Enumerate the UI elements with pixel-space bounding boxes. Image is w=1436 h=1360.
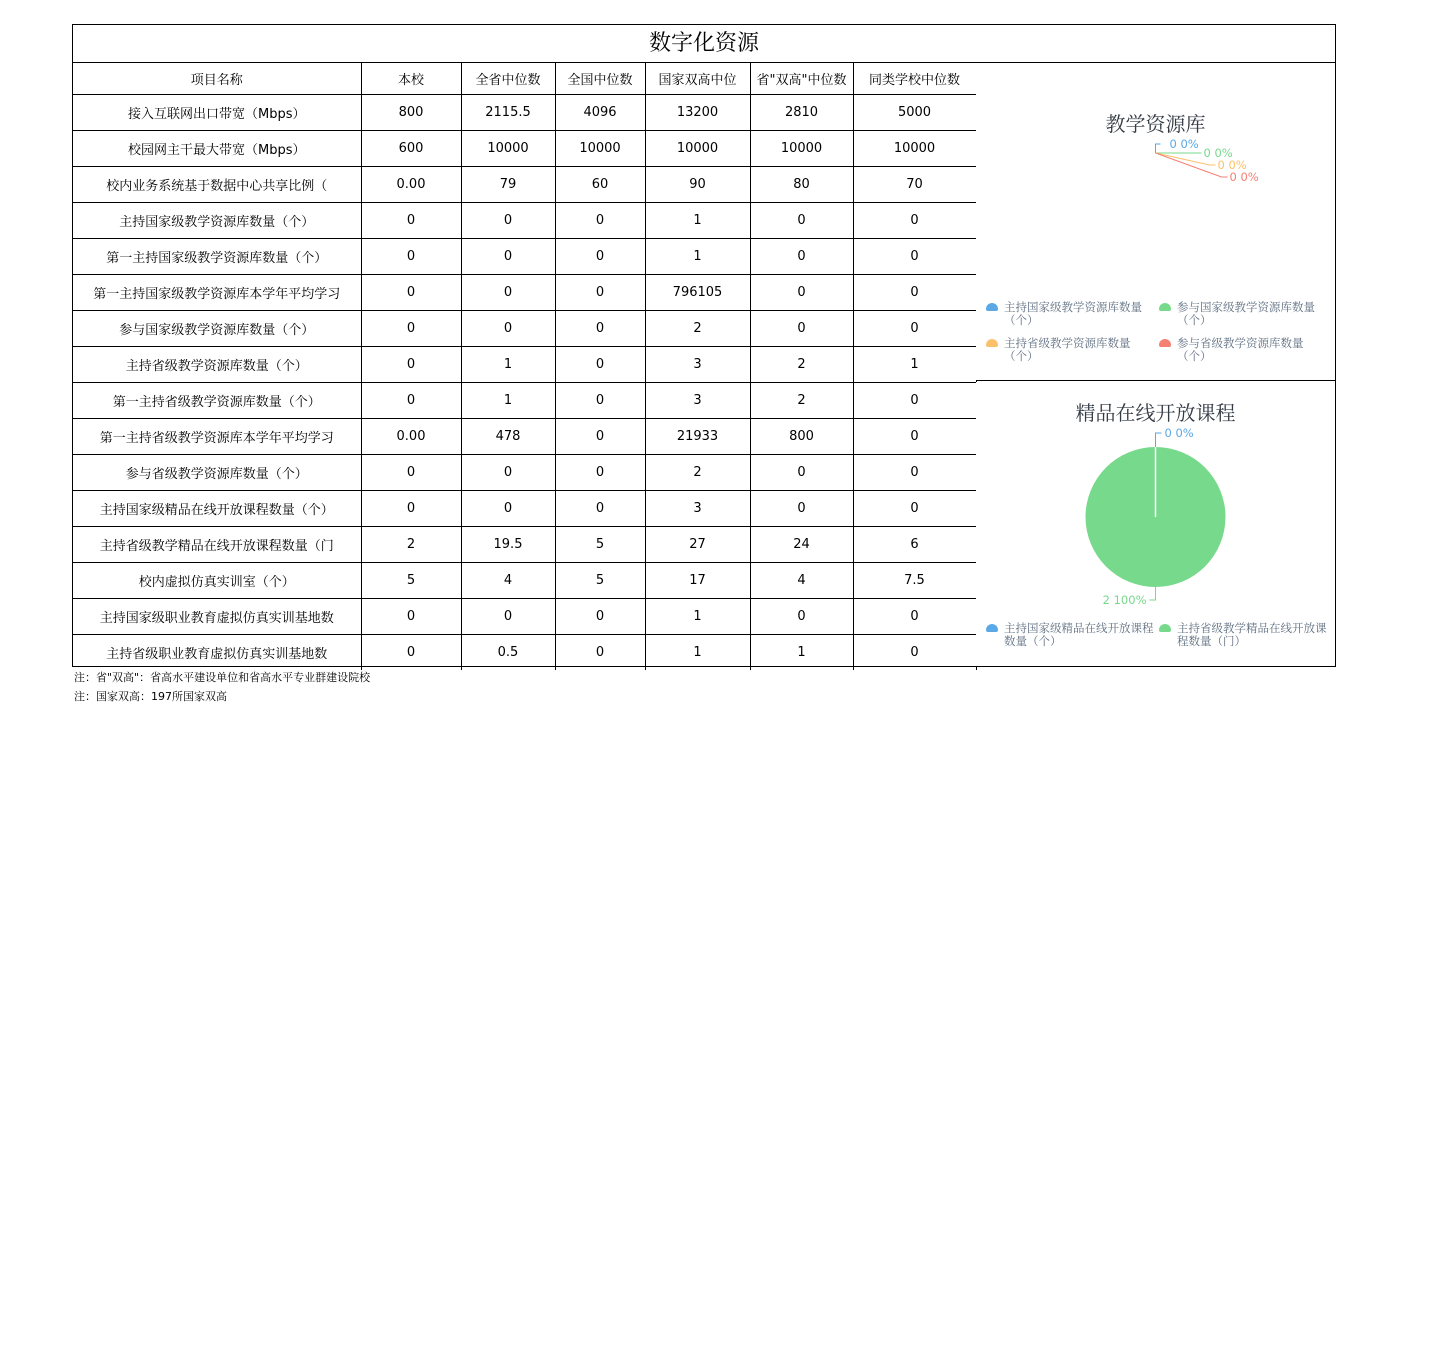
legend-marker [986,339,998,347]
table-cell: 0 [853,598,976,634]
table-cell: 4 [750,562,853,598]
table-row [73,274,977,310]
column-header: 本校 [361,63,461,94]
row-label: 参与省级教学资源库数量（个） [73,454,361,490]
slice-label: 0 0% [1203,146,1233,160]
table-cell: 0.5 [461,634,555,670]
table-cell: 0 [555,310,645,346]
column-header: 项目名称 [73,63,361,94]
legend-marker [986,303,998,311]
row-label: 主持国家级教学资源库数量（个） [73,202,361,238]
footnotes [74,668,370,706]
table-cell: 0.00 [361,418,461,454]
table-cell: 5 [555,562,645,598]
table-cell: 0 [461,310,555,346]
table-cell: 24 [750,526,853,562]
table-cell: 0 [461,454,555,490]
table-cell: 0 [853,238,976,274]
table-cell: 80 [750,166,853,202]
table-cell: 0 [853,274,976,310]
table-cell: 0 [853,382,976,418]
table-cell: 0 [555,238,645,274]
table-cell: 0 [361,274,461,310]
table-cell: 2115.5 [461,94,555,130]
row-label: 第一主持省级教学资源库数量（个） [73,382,361,418]
table-cell: 0 [555,598,645,634]
table-cell: 800 [361,94,461,130]
pie-chart-online-courses [976,417,1335,607]
table-cell: 0 [853,634,976,670]
table-cell: 1 [853,346,976,382]
footnote: 注：省"双高"：省高水平建设单位和省高水平专业群建设院校 [74,671,371,684]
table-cell: 3 [645,490,750,526]
table-cell: 13200 [645,94,750,130]
table-row [73,382,977,418]
row-label: 第一主持国家级教学资源库数量（个） [73,238,361,274]
table-cell: 1 [750,634,853,670]
legend-label: 主持省级教学精品在线开放课程数量（门） [1177,621,1327,648]
table-row [73,490,977,526]
table-cell: 2 [750,346,853,382]
slice-label: 0 0% [1169,137,1199,151]
table-cell: 796105 [645,274,750,310]
table-row [73,346,977,382]
table-cell: 10000 [750,130,853,166]
table-cell: 10000 [853,130,976,166]
column-header: 全国中位数 [555,63,645,94]
legend-marker [1159,339,1171,347]
table-cell: 2810 [750,94,853,130]
table-cell: 0 [555,274,645,310]
table-cell: 70 [853,166,976,202]
table-cell: 0 [555,490,645,526]
table-cell: 10000 [461,130,555,166]
row-label: 接入互联网出口带宽（Mbps） [73,94,361,130]
table-cell: 4 [461,562,555,598]
label-leader-line [1150,587,1156,600]
table-cell: 0 [461,598,555,634]
table-cell: 0 [750,274,853,310]
table-cell: 0 [361,598,461,634]
chart-panel-online-courses [976,382,1335,666]
table-cell: 0 [555,418,645,454]
table-row [73,562,977,598]
chart-title: 教学资源库 [1105,112,1206,136]
table-cell: 1 [645,238,750,274]
digital-resources-sheet [72,24,1336,667]
column-header: 同类学校中位数 [853,63,976,94]
table-cell: 4096 [555,94,645,130]
table-cell: 0 [361,238,461,274]
table-cell: 17 [645,562,750,598]
table-cell: 5 [361,562,461,598]
table-cell: 3 [645,382,750,418]
table-row [73,94,977,130]
table-cell: 10000 [645,130,750,166]
table-cell: 0 [853,454,976,490]
table-cell: 1 [645,202,750,238]
table-row [73,454,977,490]
data-table [73,63,977,670]
row-label: 第一主持省级教学资源库本学年平均学习 [73,418,361,454]
table-cell: 0 [750,490,853,526]
table-cell: 0 [461,202,555,238]
column-header: 省"双高"中位数 [750,63,853,94]
table-cell: 21933 [645,418,750,454]
table-cell: 1 [461,346,555,382]
table-cell: 0.00 [361,166,461,202]
legend-label: 参与省级教学资源库数量（个） [1177,336,1304,363]
table-cell: 0 [853,310,976,346]
table-cell: 0 [853,202,976,238]
chart-panel-resource-library [976,63,1335,381]
row-label: 主持省级职业教育虚拟仿真实训基地数 [73,634,361,670]
table-cell: 0 [361,454,461,490]
table-cell: 2 [361,526,461,562]
pie-chart-resource-library [976,123,1335,273]
row-label: 校内业务系统基于数据中心共享比例（ [73,166,361,202]
table-cell: 0 [555,634,645,670]
table-cell: 0 [853,490,976,526]
label-leader-line [1156,433,1162,447]
table-cell: 90 [645,166,750,202]
table-row [73,238,977,274]
table-cell: 2 [645,454,750,490]
table-cell: 5 [555,526,645,562]
row-label: 主持国家级精品在线开放课程数量（个） [73,490,361,526]
footnote: 注：国家双高：197所国家双高 [74,690,227,703]
table-cell: 0 [555,346,645,382]
table-cell: 0 [361,382,461,418]
legend-label: 主持国家级教学资源库数量（个） [1004,300,1142,327]
table-cell: 0 [555,202,645,238]
table-cell: 0 [555,382,645,418]
row-label: 校园网主干最大带宽（Mbps） [73,130,361,166]
table-cell: 0 [555,454,645,490]
table-cell: 2 [750,382,853,418]
table-row [73,634,977,670]
slice-label: 0 0% [1164,426,1194,440]
legend-marker [1159,624,1171,632]
table-row [73,526,977,562]
table-cell: 0 [361,346,461,382]
table-cell: 27 [645,526,750,562]
table-cell: 79 [461,166,555,202]
table-cell: 2 [645,310,750,346]
table-cell: 0 [750,454,853,490]
table-cell: 7.5 [853,562,976,598]
table-cell: 0 [750,598,853,634]
table-cell: 5000 [853,94,976,130]
sheet-title: 数字化资源 [73,25,1335,63]
column-header: 全省中位数 [461,63,555,94]
legend-label: 参与国家级教学资源库数量（个） [1177,300,1315,327]
table-cell: 3 [645,346,750,382]
table-row [73,598,977,634]
label-leader-line [1156,144,1161,153]
table-cell: 0 [750,310,853,346]
legend-label: 主持国家级精品在线开放课程数量（个） [1004,621,1154,648]
table-cell: 0 [461,274,555,310]
slice-label: 2 100% [1102,593,1147,607]
table-row [73,202,977,238]
table-cell: 19.5 [461,526,555,562]
table-cell: 0 [361,490,461,526]
legend-label: 主持省级教学资源库数量（个） [1004,336,1131,363]
table-cell: 0 [461,238,555,274]
row-label: 参与国家级教学资源库数量（个） [73,310,361,346]
table-cell: 600 [361,130,461,166]
row-label: 校内虚拟仿真实训室（个） [73,562,361,598]
table-cell: 0 [361,202,461,238]
table-cell: 6 [853,526,976,562]
row-label: 主持省级教学资源库数量（个） [73,346,361,382]
table-cell: 0 [853,418,976,454]
chart-title: 精品在线开放课程 [1075,401,1236,425]
table-cell: 0 [361,310,461,346]
table-cell: 1 [645,598,750,634]
table-cell: 0 [461,490,555,526]
legend-marker [1159,303,1171,311]
table-cell: 800 [750,418,853,454]
column-header: 国家双高中位 [645,63,750,94]
table-cell: 60 [555,166,645,202]
table-cell: 478 [461,418,555,454]
table-row [73,310,977,346]
row-label: 主持省级教学精品在线开放课程数量（门 [73,526,361,562]
table-cell: 1 [645,634,750,670]
slice-label: 0 0% [1229,170,1259,184]
legend-marker [986,624,998,632]
slice-label: 0 0% [1217,158,1247,172]
row-label: 主持国家级职业教育虚拟仿真实训基地数 [73,598,361,634]
table-cell: 1 [461,382,555,418]
table-row [73,166,977,202]
table-row [73,130,977,166]
table-row [73,418,977,454]
table-cell: 0 [750,238,853,274]
row-label: 第一主持国家级教学资源库本学年平均学习 [73,274,361,310]
table-cell: 0 [361,634,461,670]
table-cell: 0 [750,202,853,238]
table-cell: 10000 [555,130,645,166]
